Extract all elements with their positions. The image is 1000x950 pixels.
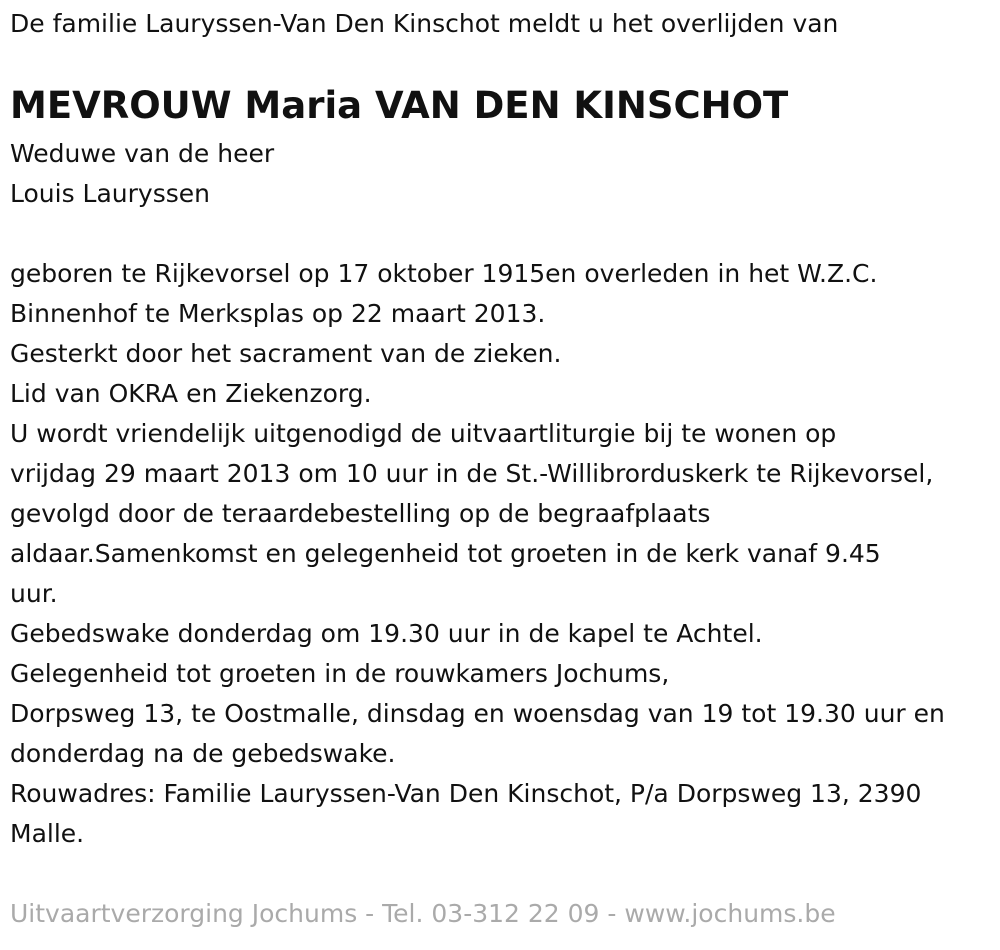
notice-body (10, 254, 990, 854)
body-line: Gebedswake donderdag om 19.30 uur in de kapel te Achtel. (10, 619, 763, 648)
spouse-line: Weduwe van de heer (10, 139, 275, 168)
body-line: Binnenhof te Merksplas op 22 maart 2013. (10, 299, 546, 328)
notice-intro: De familie Lauryssen-Van Den Kinschot meldt u het overlijden van (10, 9, 839, 38)
body-line: geboren te Rijkevorsel op 17 oktober 1915en overleden in het W.Z.C. (10, 259, 878, 288)
body-line: gevolgd door de teraardebestelling op de begraafplaats (10, 499, 711, 528)
spouse-line: Louis Lauryssen (10, 179, 210, 208)
footer-contact: Uitvaartverzorging Jochums - Tel. 03-312 22 09 - www.jochums.be (10, 899, 836, 928)
body-line: Gelegenheid tot groeten in de rouwkamers Jochums, (10, 659, 670, 688)
deceased-name: MEVROUW Maria VAN DEN KINSCHOT (10, 84, 789, 127)
body-line: uur. (10, 579, 58, 608)
body-line: Lid van OKRA en Ziekenzorg. (10, 379, 372, 408)
body-line: Rouwadres: Familie Lauryssen-Van Den Kinschot, P/a Dorpsweg 13, 2390 (10, 779, 922, 808)
body-line: vrijdag 29 maart 2013 om 10 uur in de St.-Willibrorduskerk te Rijkevorsel, (10, 459, 934, 488)
spouse-info (10, 134, 274, 214)
body-line: Dorpsweg 13, te Oostmalle, dinsdag en woensdag van 19 tot 19.30 uur en (10, 699, 945, 728)
body-line: U wordt vriendelijk uitgenodigd de uitvaartliturgie bij te wonen op (10, 419, 837, 448)
body-line: Gesterkt door het sacrament van de zieken. (10, 339, 562, 368)
body-line: aldaar.Samenkomst en gelegenheid tot groeten in de kerk vanaf 9.45 (10, 539, 881, 568)
body-line: Malle. (10, 819, 85, 848)
body-line: donderdag na de gebedswake. (10, 739, 396, 768)
